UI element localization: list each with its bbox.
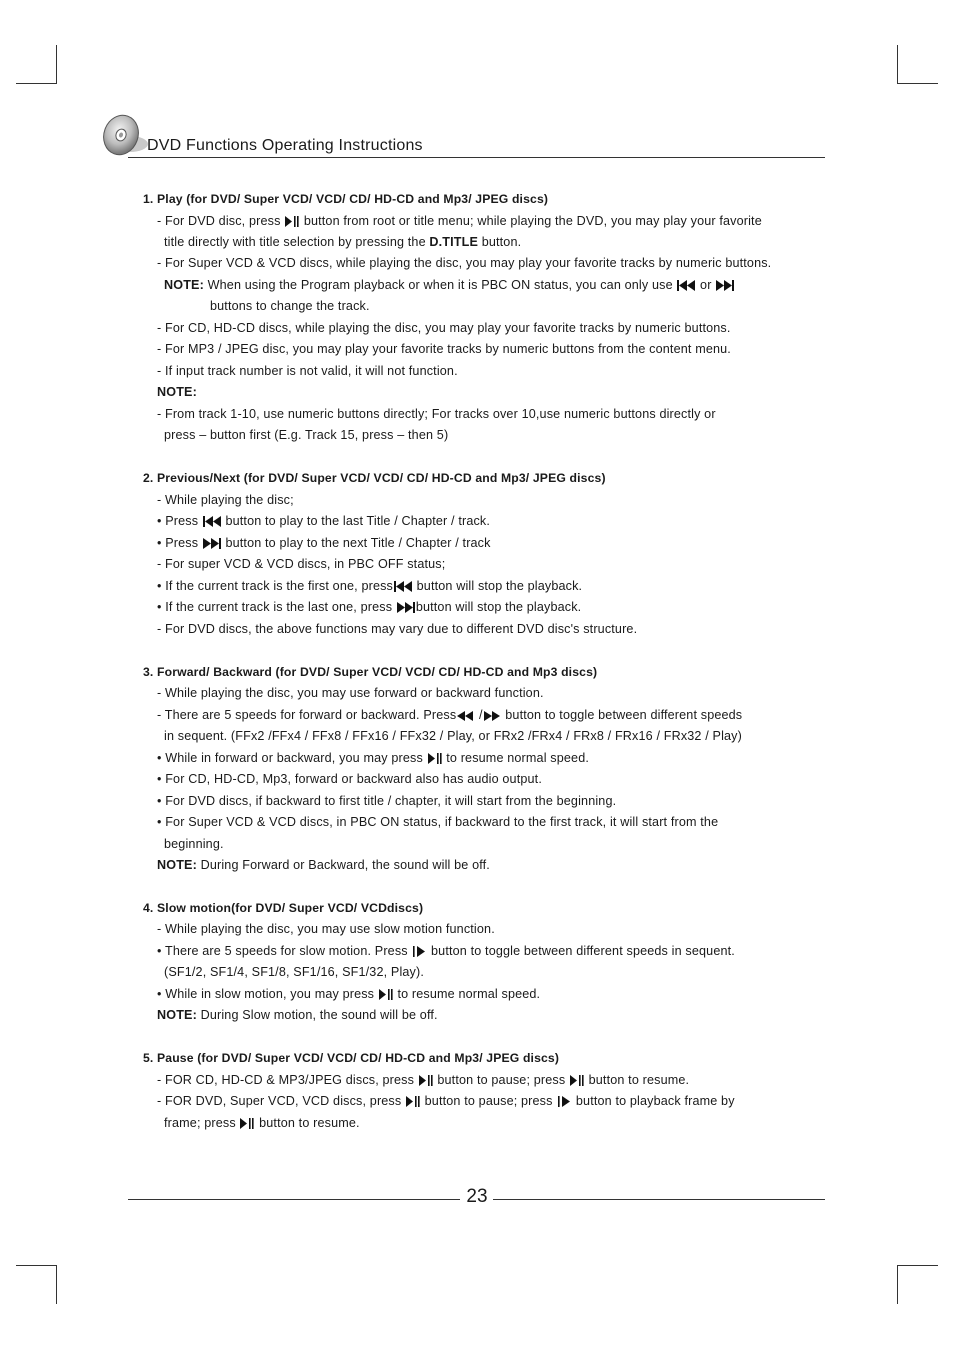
text-line: • While in forward or backward, you may press to resume normal speed. bbox=[157, 751, 589, 765]
skip-previous-icon bbox=[677, 280, 695, 291]
text-line: - For CD, HD-CD discs, while playing the disc, you may play your favorite tracks by numeric buttons. bbox=[157, 321, 731, 335]
text-line: - While playing the disc, you may use slow motion function. bbox=[157, 922, 495, 936]
play-pause-icon bbox=[419, 1075, 433, 1086]
slow-motion-icon bbox=[412, 946, 426, 957]
note-line: NOTE: During Forward or Backward, the sound will be off. bbox=[157, 858, 490, 872]
text-line: - FOR DVD, Super VCD, VCD discs, press button to pause; press button to playback frame by bbox=[157, 1094, 735, 1108]
text-line: - While playing the disc, you may use forward or backward function. bbox=[157, 686, 544, 700]
text-line: • For DVD discs, if backward to first title / chapter, it will start from the beginning. bbox=[157, 794, 617, 808]
text-line: - From track 1-10, use numeric buttons directly; For tracks over 10,use numeric buttons directly or bbox=[157, 407, 716, 421]
text-line: • If the current track is the first one, press button will stop the playback. bbox=[157, 579, 583, 593]
skip-next-icon bbox=[397, 602, 415, 613]
play-pause-icon bbox=[285, 216, 299, 227]
text-line: - For DVD disc, press button from root or title menu; while playing the DVD, you may play your favorite bbox=[157, 214, 762, 228]
text-line: - FOR CD, HD-CD & MP3/JPEG discs, press button to pause; press button to resume. bbox=[157, 1073, 690, 1087]
text-line: beginning. bbox=[164, 837, 224, 851]
section-heading: 1. Play (for DVD/ Super VCD/ VCD/ CD/ HD-CD and Mp3/ JPEG discs) bbox=[143, 192, 549, 206]
text-line: • Press button to play to the last Title / Chapter / track. bbox=[157, 514, 491, 528]
play-pause-icon bbox=[570, 1075, 584, 1086]
section-heading: 3. Forward/ Backward (for DVD/ Super VCD/ VCD/ CD/ HD-CD and Mp3 discs) bbox=[143, 665, 598, 679]
text-line: - For super VCD & VCD discs, in PBC OFF status; bbox=[157, 557, 446, 571]
text-line: - For DVD discs, the above functions may vary due to different DVD disc's structure. bbox=[157, 622, 638, 636]
text-line: buttons to change the track. bbox=[210, 299, 370, 313]
text-line: • While in slow motion, you may press to resume normal speed. bbox=[157, 987, 541, 1001]
skip-previous-icon bbox=[394, 581, 412, 592]
section-heading: 2. Previous/Next (for DVD/ Super VCD/ VCD/ CD/ HD-CD and Mp3/ JPEG discs) bbox=[143, 471, 606, 485]
footer-divider bbox=[128, 1199, 460, 1200]
page-number: 23 bbox=[466, 1186, 488, 1207]
rewind-icon bbox=[457, 711, 474, 721]
page-title: DVD Functions Operating Instructions bbox=[147, 137, 423, 154]
footer-divider bbox=[493, 1199, 825, 1200]
fast-forward-icon bbox=[484, 711, 501, 721]
play-pause-icon bbox=[406, 1096, 420, 1107]
note-label: NOTE: bbox=[157, 385, 197, 399]
text-line: - For Super VCD & VCD discs, while playing the disc, you may play your favorite tracks by numeric buttons. bbox=[157, 256, 772, 270]
play-pause-icon bbox=[379, 989, 393, 1000]
text-line: • There are 5 speeds for slow motion. Press button to toggle between different speeds in sequent. bbox=[157, 944, 735, 958]
text-line: in sequent. (FFx2 /FFx4 / FFx8 / FFx16 / FFx32 / Play, or FRx2 /FRx4 / FRx8 / FRx16 / FRx32 / Play) bbox=[164, 729, 742, 743]
text-line: - For MP3 / JPEG disc, you may play your favorite tracks by numeric buttons from the content menu. bbox=[157, 342, 731, 356]
section-heading: 5. Pause (for DVD/ Super VCD/ VCD/ CD/ HD-CD and Mp3/ JPEG discs) bbox=[143, 1051, 560, 1065]
text-line: - There are 5 speeds for forward or backward. Press / button to toggle between different speeds bbox=[157, 708, 743, 722]
text-line: • For CD, HD-CD, Mp3, forward or backward also has audio output. bbox=[157, 772, 542, 786]
play-pause-icon bbox=[240, 1118, 254, 1129]
text-line: (SF1/2, SF1/4, SF1/8, SF1/16, SF1/32, Play). bbox=[164, 965, 424, 979]
skip-next-icon bbox=[716, 280, 734, 291]
section-heading: 4. Slow motion(for DVD/ Super VCD/ VCDdiscs) bbox=[143, 901, 424, 915]
text-line: press – button first (E.g. Track 15, press – then 5) bbox=[164, 428, 449, 442]
text-line: - While playing the disc; bbox=[157, 493, 294, 507]
text-line: • For Super VCD & VCD discs, in PBC ON status, if backward to the first track, it will start from the bbox=[157, 815, 719, 829]
text-line: title directly with title selection by pressing the D.TITLE button. bbox=[164, 235, 522, 249]
skip-previous-icon bbox=[203, 516, 221, 527]
slow-motion-icon bbox=[557, 1096, 571, 1107]
text-line: • Press button to play to the next Title / Chapter / track bbox=[157, 536, 491, 550]
text-line: frame; press button to resume. bbox=[164, 1116, 360, 1130]
note-line: NOTE: During Slow motion, the sound will be off. bbox=[157, 1008, 438, 1022]
note-line: NOTE: When using the Program playback or when it is PBC ON status, you can only use or bbox=[164, 277, 735, 293]
skip-next-icon bbox=[203, 538, 221, 549]
play-pause-icon bbox=[428, 753, 442, 764]
text-line: - If input track number is not valid, it will not function. bbox=[157, 364, 458, 378]
text-line: • If the current track is the last one, press button will stop the playback. bbox=[157, 600, 582, 614]
